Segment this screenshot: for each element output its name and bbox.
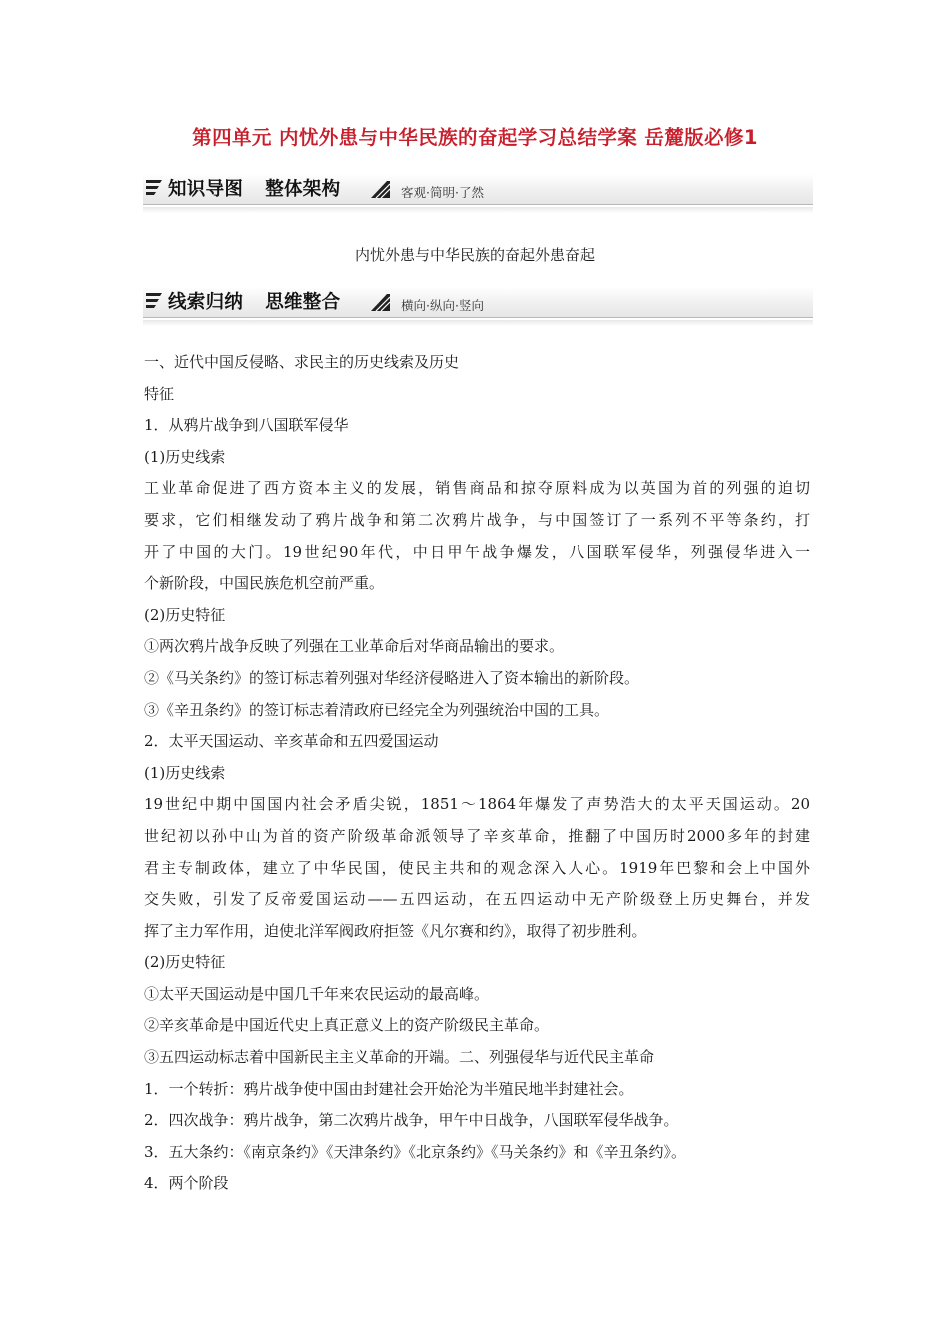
list-item: 1．一个转折：鸦片战争使中国由封建社会开始沦为半殖民地半封建社会。 [144, 1079, 634, 1098]
divider-shadow [143, 207, 813, 213]
banner-subtitle: 客观·简明·了然 [401, 185, 484, 200]
divider-shadow [143, 320, 813, 326]
sub-heading: (2)历史特征 [144, 605, 226, 624]
list-item: ③《辛丑条约》的签订标志着清政府已经完全为列强统治中国的工具。 [144, 700, 610, 719]
section-banner-knowledge-map [143, 164, 813, 214]
sub-heading: (1)历史线索 [144, 447, 226, 466]
banner-title-part-b: 整体架构 [265, 179, 341, 200]
list-item: ②《马关条约》的签订标志着列强对华经济侵略进入了资本输出的新阶段。 [144, 668, 640, 687]
paragraph-line: 君主专制政体，建立了中华民国，使民主共和的观念深入人心。1919年巴黎和会上中国外 [144, 858, 810, 877]
section-heading-continued: 特征 [144, 384, 175, 403]
list-item: ①太平天国运动是中国几千年来农民运动的最高峰。 [144, 984, 490, 1003]
banner-title-part-a: 线索归纳 [168, 292, 244, 313]
page-title: 第四单元 内忧外患与中华民族的奋起学习总结学案 岳麓版必修1 [192, 126, 758, 149]
section-banner-clue-summary [143, 277, 813, 327]
document-body [144, 347, 810, 1200]
banner-subtitle: 横向·纵向·竖向 [401, 298, 484, 313]
stacked-lines-icon [144, 177, 164, 199]
divider [143, 204, 813, 205]
divider [143, 317, 813, 318]
paragraph-line: 世纪初以孙中山为首的资产阶级革命派领导了辛亥革命，推翻了中国历时2000多年的封建 [144, 826, 810, 845]
list-item: 3．五大条约：《南京条约》《天津条约》《北京条约》《马关条约》和《辛丑条约》。 [144, 1142, 687, 1161]
section-heading: 一、近代中国反侵略、求民主的历史线索及历史 [144, 353, 460, 371]
sub-heading: (2)历史特征 [144, 953, 226, 972]
sub-heading: (1)历史线索 [144, 763, 226, 782]
paragraph-line: 19世纪中期中国国内社会矛盾尖锐，1851～1864年爆发了声势浩大的太平天国运动。20 [144, 795, 810, 814]
paragraph-line: 交失败，引发了反帝爱国运动——五四运动，在五四运动中无产阶级登上历史舞台，并发 [144, 890, 810, 909]
stacked-lines-icon [144, 290, 164, 312]
diagonal-stripes-icon [367, 291, 391, 313]
banner-title-part-b: 思维整合 [265, 292, 341, 313]
paragraph-line: 个新阶段，中国民族危机空前严重。 [144, 574, 385, 593]
list-item: ①两次鸦片战争反映了列强在工业革命后对华商品输出的要求。 [144, 637, 565, 656]
banner-title [168, 288, 340, 314]
list-item: ②辛亥革命是中国近代史上真正意义上的资产阶级民主革命。 [144, 1016, 550, 1035]
list-item: 4．两个阶段 [144, 1174, 229, 1193]
subsection-heading: 2．太平天国运动、辛亥革命和五四爱国运动 [144, 732, 439, 751]
banner-title-part-a: 知识导图 [168, 179, 244, 200]
paragraph-line: 挥了主力军作用，迫使北洋军阀政府拒签《凡尔赛和约》，取得了初步胜利。 [144, 921, 647, 940]
list-item: ③五四运动标志着中国新民主主义革命的开端。二、列强侵华与近代民主革命 [144, 1048, 655, 1067]
paragraph-line: 要求，它们相继发动了鸦片战争和第二次鸦片战争，与中国签订了一系列不平等条约，打 [144, 510, 810, 529]
list-item: 2．四次战争：鸦片战争，第二次鸦片战争，甲午中日战争，八国联军侵华战争。 [144, 1111, 679, 1130]
paragraph-line: 开了中国的大门。19世纪90年代，中日甲午战争爆发，八国联军侵华，列强侵华进入一 [144, 542, 810, 561]
diagram-text: 内忧外患与中华民族的奋起外患奋起 [354, 246, 595, 264]
banner-title [168, 175, 340, 201]
paragraph-line: 工业革命促进了西方资本主义的发展，销售商品和掠夺原料成为以英国为首的列强的迫切 [144, 479, 810, 498]
subsection-heading: 1．从鸦片战争到八国联军侵华 [144, 416, 349, 435]
diagonal-stripes-icon [367, 178, 391, 200]
